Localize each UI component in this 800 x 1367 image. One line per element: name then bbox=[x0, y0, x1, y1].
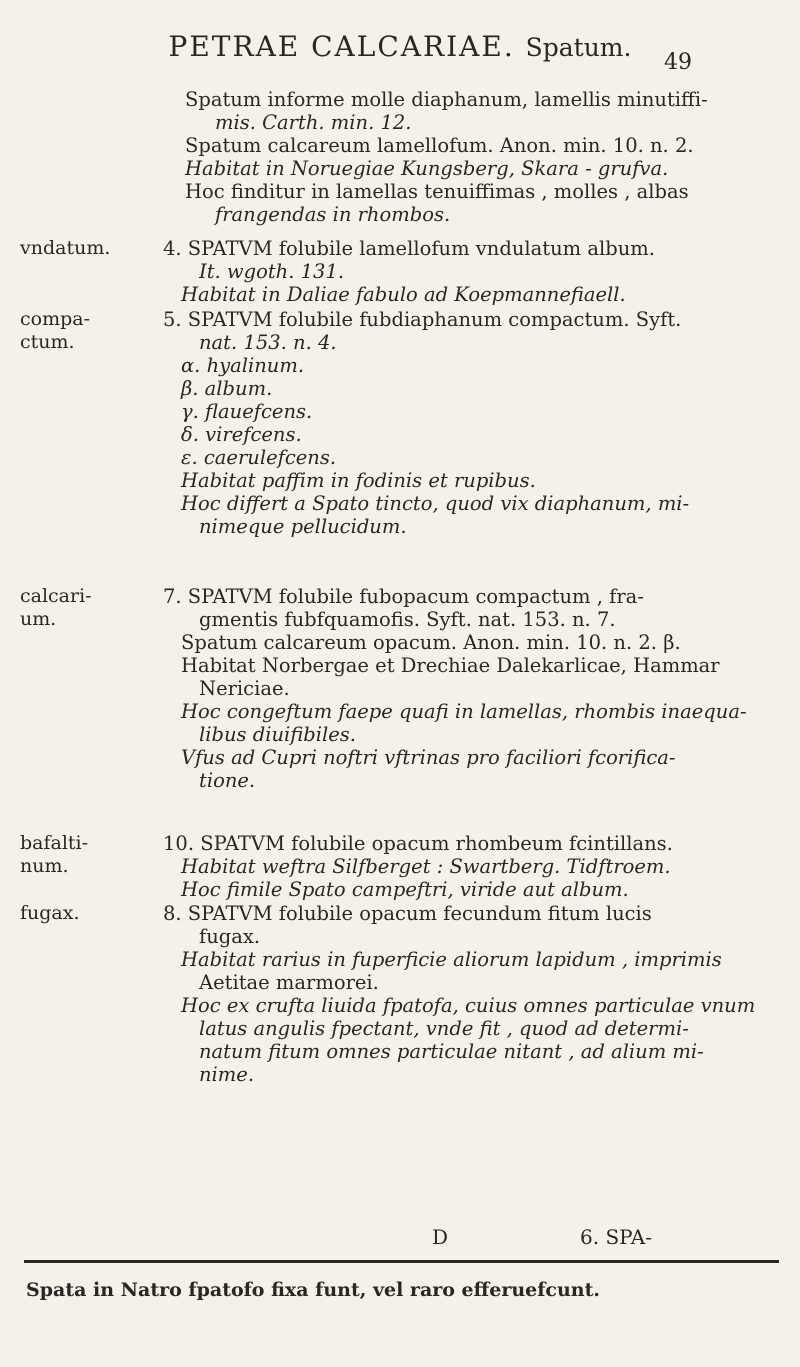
entry-line: 5. SPATVM folubile fubdiaphanum compactum. Syft. bbox=[163, 308, 682, 331]
margin-note-line: compa- bbox=[20, 308, 91, 330]
entry-4 bbox=[163, 237, 723, 306]
entry-5 bbox=[163, 308, 723, 538]
entry-line: Spatum calcareum opacum. Anon. min. 10. n. 2. β. bbox=[181, 631, 681, 654]
variety-item: ε. caerulefcens. bbox=[181, 446, 337, 469]
entry-line: libus diuifibiles. bbox=[199, 723, 356, 746]
footnote-rule bbox=[24, 1260, 779, 1263]
entry-7 bbox=[163, 585, 747, 792]
variety-item: δ. virefcens. bbox=[181, 423, 302, 446]
entry-line: natum fitum omnes particulae nitant , ad alium mi- bbox=[199, 1040, 704, 1063]
entry-line: nimeque pellucidum. bbox=[199, 515, 407, 538]
entry-line: Habitat weftra Silfberget : Swartberg. Tidftroem. bbox=[181, 855, 671, 878]
margin-note-line: ctum. bbox=[20, 331, 75, 353]
entry-line: Vfus ad Cupri noftri vftrinas pro faciliori fcorifica- bbox=[181, 746, 676, 769]
entry-line: Habitat paffim in fodinis et rupibus. bbox=[181, 469, 536, 492]
margin-note bbox=[20, 832, 88, 878]
entry-line: Habitat in Daliae fabulo ad Koepmannefiaell. bbox=[181, 283, 626, 306]
entry-line: Hoc congeftum faepe quafi in lamellas, rhombis inaequa- bbox=[181, 700, 747, 723]
entry-line: Spatum informe molle diaphanum, lamellis minutiffi- bbox=[185, 88, 708, 111]
entry-line: Nericiae. bbox=[199, 677, 290, 700]
variety-item: β. album. bbox=[181, 377, 273, 400]
margin-note bbox=[20, 585, 92, 631]
entry-line: frangendas in rhombos. bbox=[215, 203, 451, 226]
margin-note-line: num. bbox=[20, 855, 69, 877]
variety-item: γ. flauefcens. bbox=[181, 400, 313, 423]
entry-line: Hoc differt a Spato tincto, quod vix diaphanum, mi- bbox=[181, 492, 690, 515]
catchword: 6. SPA- bbox=[580, 1225, 652, 1249]
signature-mark: D bbox=[432, 1225, 449, 1249]
entry-8 bbox=[163, 902, 756, 1086]
entry-line: latus angulis fpectant, vnde fit , quod ad determi- bbox=[199, 1017, 689, 1040]
page-number: 49 bbox=[664, 50, 692, 75]
entry-line: It. wgoth. 131. bbox=[199, 260, 345, 283]
variety-item: α. hyalinum. bbox=[181, 354, 305, 377]
entry-line: Aetitae marmorei. bbox=[199, 971, 379, 994]
entry-line: 10. SPATVM folubile opacum rhombeum fcintillans. bbox=[163, 832, 673, 855]
entry-10 bbox=[163, 832, 723, 901]
entry-line: Hoc ex crufta liuida fpatofa, cuius omnes particulae vnum bbox=[181, 994, 756, 1017]
entry-line: mis. Carth. min. 12. bbox=[215, 111, 412, 134]
entry-line: Habitat in Noruegiae Kungsberg, Skara - grufva. bbox=[185, 157, 669, 180]
entry-line: tione. bbox=[199, 769, 256, 792]
entry-intro bbox=[185, 88, 745, 226]
entry-line: fugax. bbox=[199, 925, 261, 948]
running-head-title: PETRAE CALCARIAE. bbox=[168, 30, 515, 63]
entry-line: nime. bbox=[199, 1063, 255, 1086]
entry-line: Hoc finditur in lamellas tenuiffimas , molles , albas bbox=[185, 180, 689, 203]
entry-line: 8. SPATVM folubile opacum fecundum fitum lucis bbox=[163, 902, 652, 925]
entry-line: 4. SPATVM folubile lamellofum vndulatum album. bbox=[163, 237, 655, 260]
entry-line: Habitat rarius in fuperficie aliorum lapidum , imprimis bbox=[181, 948, 722, 971]
entry-line: Habitat Norbergae et Drechiae Dalekarlicae, Hammar bbox=[181, 654, 720, 677]
entry-line: Hoc fimile Spato campeftri, viride aut album. bbox=[181, 878, 629, 901]
margin-note-line: calcari- bbox=[20, 585, 92, 607]
entry-line: Spatum calcareum lamellofum. Anon. min. 10. n. 2. bbox=[185, 134, 694, 157]
margin-note: vndatum. bbox=[20, 237, 111, 259]
margin-note bbox=[20, 308, 90, 354]
entry-line: nat. 153. n. 4. bbox=[199, 331, 337, 354]
margin-note: fugax. bbox=[20, 902, 80, 924]
footnote: Spata in Natro fpatofo fixa funt, vel raro efferuefcunt. bbox=[26, 1279, 600, 1301]
margin-note-line: bafalti- bbox=[20, 832, 89, 854]
running-head-subtitle: Spatum. bbox=[525, 33, 632, 62]
entry-line: 7. SPATVM folubile fubopacum compactum , fra- bbox=[163, 585, 644, 608]
margin-note-line: um. bbox=[20, 608, 57, 630]
entry-line: gmentis fubfquamofis. Syft. nat. 153. n. 7. bbox=[199, 608, 616, 631]
